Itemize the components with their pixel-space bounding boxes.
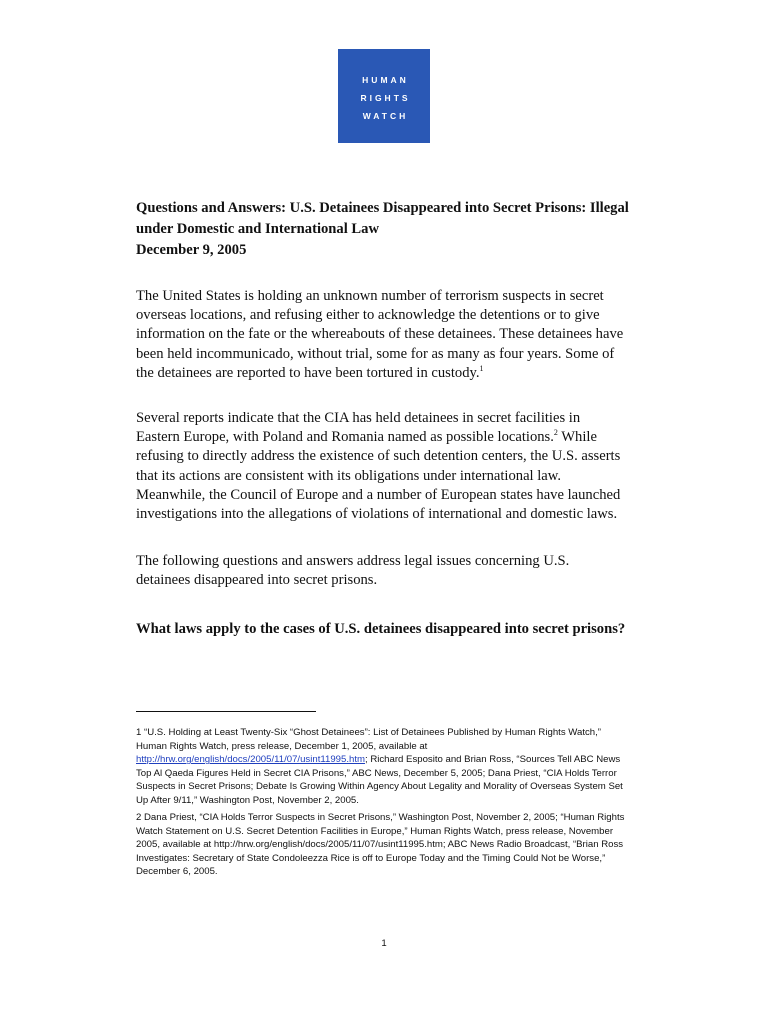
document-date: December 9, 2005 [136,242,247,258]
footnote-2: 2 Dana Priest, “CIA Holds Terror Suspects in Secret Prisons,” Washington Post, November 2, 2005; “Human Rights Watch Statement on U.S. Secret Detention Facilities in Europe,” Human Rights Watch, press release, November 2005, available at http://hrw.org/english/docs/2005/11/07/usint11995.htm; ABC News Radio Broadcast, “Brian Ross Investigates: Secretary of State Condoleezza Rice is off to Europe Today and the Timing Could Not be Worse,” December 6, 2005. [136,812,625,878]
hrw-logo [338,49,430,143]
footnote-1-text-after: ; Richard Esposito and Brian Ross, “Sources Tell ABC News Top Al Qaeda Figures Held in Secret CIA Prisons,” ABC News, December 5, 2005; Dana Priest, “CIA Holds Terror Suspects in Secret Prisons; Debate Is Growing Within Agency About Legality and Morality of Overseas System Set Up After 9/11,” Washington Post, November 2, 2005. [136,754,623,806]
paragraph-3: The following questions and answers address legal issues concerning U.S. detainees disappeared into secret prisons. [136,553,570,589]
footnote-ref-2: 2 [553,428,558,438]
footnote-1-link[interactable]: http://hrw.org/english/docs/2005/11/07/usint11995.htm [136,754,365,766]
footnote-1-text-before: 1 “U.S. Holding at Least Twenty-Six “Ghost Detainees”: List of Detainees Published by Human Rights Watch,” Human Rights Watch, press release, December 1, 2005, available at [136,727,601,752]
document-title: Questions and Answers: U.S. Detainees Disappeared into Secret Prisons: Illegal under Domestic and International Law [136,200,629,237]
paragraph-2-text-after: While refusing to directly address the existence of such detention centers, the U.S. asserts that its actions are consistent with its obligations under international law. Meanwhile, the Council of Europe and a number of European states have launched investigations into the allegations of violations of international and domestic laws. [136,429,621,523]
footnote-ref-1: 1 [479,363,484,373]
section-question: What laws apply to the cases of U.S. detainees disappeared into secret prisons? [136,621,626,637]
paragraph-1 [136,287,626,383]
paragraph-2 [136,409,626,524]
paragraph-1-text: The United States is holding an unknown number of terrorism suspects in secret overseas locations, and refusing either to acknowledge the detentions or to give information on the fate or the whereabouts of these detainees. These detainees have been held incommunicado, without trial, some for as many as four years. Some of the detainees are reported to have been tortured in custody. [136,288,624,381]
logo-line-watch: WATCH [362,111,409,121]
footnote-divider [136,711,316,712]
paragraph-2-text-before: Several reports indicate that the CIA has held detainees in secret facilities in Eastern Europe, with Poland and Romania named as possible locations. [136,410,581,446]
page-number: 1 [381,938,387,949]
logo-line-human: HUMAN [362,75,409,85]
logo-line-rights: RIGHTS [360,93,411,103]
footnote-1 [136,726,626,808]
